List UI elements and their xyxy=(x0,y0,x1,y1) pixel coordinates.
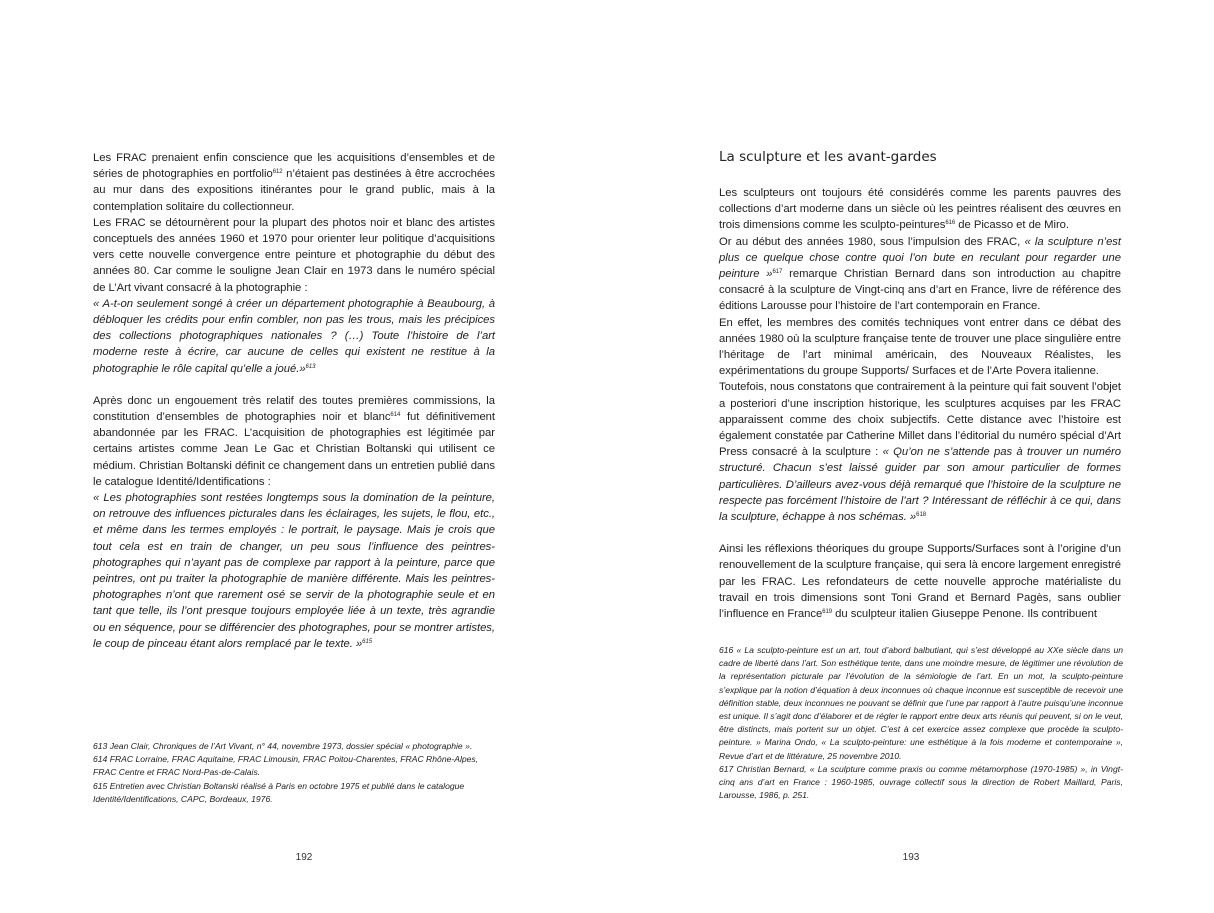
footnote: 613 Jean Clair, Chroniques de l’Art Vivant, n° 44, novembre 1973, dossier spécial « photographie ». xyxy=(93,741,473,751)
right-page-body xyxy=(719,185,1121,622)
right-page xyxy=(607,0,1214,913)
paragraph: Toutefois, nous constatons que contrairement à la peinture qui fait souvent l’objet a posteriori d’une inscription historique, les sculptures acquises par les FRAC apparaissent comme des choix subjectifs. Cette distance avec l’histoire est également constatée par Catherine Millet dans l’éditorial du numéro spécial d’Art Press consacré à la sculpture : « Qu’on ne s’attende pas à trouver un numéro structuré. Chacun s’est laissé guider par son amour particulier de formes particulières. D’ailleurs avez-vous déjà remarqué que l’histoire de la sculpture ne respecte pas forcément l’histoire de l’art ? Intéressant de réfléchir à ce qui, dans la sculpture, échappe à nos schémas. »$^{618}$ xyxy=(719,381,1121,524)
left-page-footnotes xyxy=(93,740,497,806)
paragraph: Les FRAC prenaient enfin conscience que les acquisitions d’ensembles et de séries de photographies en portfolio$^{612}$ n’étaient pas destinées à être accrochées au mur dans des expositions itinérantes pour le grand public, mais à la contemplation solitaire du collectionneur. xyxy=(93,152,495,213)
quotation: « A-t-on seulement songé à créer un département photographie à Beaubourg, à débloquer les crédits pour enfin combler, non pas les trous, mais les précipices des collections photographiques nationales ? (…) Toute l’histoire de l’art moderne reste à écrire, car aucune de celles qui existent ne restitue à la photographie le rôle capital qu’elle a joué.»$^{613}$ xyxy=(93,297,495,375)
footnote-ref[interactable]: 617 xyxy=(772,269,783,276)
paragraph: Après donc un engouement très relatif des toutes premières commissions, la constitution d’ensembles de photographies noir et blanc$^{614}$ fut définitivement abandonnée par les FRAC. L’acquisition de photographies est légitimée par certains artistes comme Jean Le Gac et Christian Boltanski qui utilisent ce médium. Christian Boltanski définit ce changement dans un entretien publié dans le catalogue Identité/Identifications : xyxy=(93,394,495,488)
footnote: 615 Entretien avec Christian Boltanski réalisé à Paris en octobre 1975 et publié dans le catalogue Identité/Identifications, CAPC, Bordeaux, 1976. xyxy=(93,780,465,804)
paragraph: Ainsi les réflexions théoriques du groupe Supports/Surfaces sont à l’origine d’un renouvellement de la sculpture française, qui sera là encore largement enregistré par les FRAC. Les refondateurs de cette nouvelle approche matérialiste du travail en trois dimensions sont Toni Grand et Bernard Pagès, sans oublier l’influence en France$^{619}$ du sculpteur italien Giuseppe Penone. Ils contribuent xyxy=(719,543,1121,621)
footnote-ref[interactable]: 616 xyxy=(945,220,956,227)
footnote-ref[interactable]: 619 xyxy=(822,609,833,616)
footnote-ref[interactable]: 615 xyxy=(362,638,373,645)
footnote: 616 « La sculpto-peinture est un art, tout d’abord balbutiant, qui s’est développé au XXe siècle dans un cadre de liberté dans l’art. Son esthétique tente, dans une moindre mesure, de légitimer une révolution de la représentation picturale par l’évolution de la sémiologie de l’art. En un mot, la sculpto-peinture s’explique par la notion d’équation à deux inconnues où chaque inconnue est susceptible de recevoir une définition stable, deux inconnues ne pouvant se définir que l’une par rapport à l’autre puisqu’une inconnue est unique. Il s’agit donc d’élaborer et de régler le rapport entre deux arts réunis qui peuvent, si on le veut, être distincts, mais portent sur un objet. C’est à cet exercice assez complexe que procède la sculpto-peinture. » Marina Ondo, « La sculpto-peinture: une esthétique à la fois moderne et contemporaine », Revue d’art et de littérature, 25 novembre 2010. xyxy=(719,645,1123,761)
left-page-body xyxy=(93,150,495,652)
page-number: 192 xyxy=(295,852,313,863)
section-heading: La sculpture et les avant-gardes xyxy=(719,149,937,165)
page-number: 193 xyxy=(902,852,920,863)
paragraph: Or au début des années 1980, sous l’impulsion des FRAC, « la sculpture n’est plus ce quelque chose contre quoi l’on bute en reculant pour regarder une peinture »$^{617}$ remarque Christian Bernard dans son introduction au chapitre consacré à la sculpture de Vingt-cinq ans d’art en France, livre de référence des éditions Larousse pour l’histoire de l’art contemporain en France. xyxy=(719,235,1121,313)
footnote-ref[interactable]: 612 xyxy=(272,169,283,176)
paragraph: Les FRAC se détournèrent pour la plupart des photos noir et blanc des artistes conceptuels des années 1960 et 1970 pour orienter leur politique d’acquisitions vers cette nouvelle convergence entre peinture et photographie du début des années 80. Car comme le souligne Jean Clair en 1973 dans le numéro spécial de L’Art vivant consacré à la photographie : xyxy=(93,216,495,294)
footnote-ref[interactable]: 614 xyxy=(390,412,401,419)
footnote-ref[interactable]: 613 xyxy=(305,363,316,370)
paragraph: En effet, les membres des comités techniques vont entrer dans ce débat des années 1980 où la sculpture française tente de trouver une place singulière entre l’héritage de l’art minimal américain, des Nouveaux Réalistes, les expérimentations du groupe Supports/ Surfaces et de l’Arte Povera italienne. xyxy=(719,316,1121,378)
footnote: 614 FRAC Lorraine, FRAC Aquitaine, FRAC Limousin, FRAC Poitou-Charentes, FRAC Rhône-Alpes, FRAC Centre et FRAC Nord-Pas-de-Calais. xyxy=(93,754,479,778)
footnote-ref[interactable]: 618 xyxy=(916,512,927,519)
quotation: « Les photographies sont restées longtemps sous la domination de la peinture, on retrouve des influences picturales dans les éclairages, les sujets, le flou, etc., et même dans les termes employés : le portrait, le paysage. Mais je crois que tout cela est en train de changer, un peu sous l’influence des peintres-photographes qui n’ayant pas de complexe par rapport à la peinture, parce que peintres, ont pu traiter la photographie de manière différente. Mais les peintres-photographes n’ont que rarement osé se servir de la photographie seule et en tant que telle, ils l’ont presque toujours employée liée à un texte, très agrandie ou en séquence, pour se différencier des photographes, pour se montrer artistes, le coup de pinceau étant alors remplacé par le texte. »$^{615}$ xyxy=(93,492,495,650)
footnote: 617 Christian Bernard, « La sculpture comme praxis ou comme métamorphose (1970-1985) », in Vingt-cinq ans d’art en France : 1960-1985, ouvrage collectif sous la direction de Robert Maillard, Paris, Larousse, 1986, p. 251. xyxy=(719,763,1123,801)
right-page-footnotes xyxy=(719,644,1123,802)
paragraph: Les sculpteurs ont toujours été considérés comme les parents pauvres des collections d’art moderne dans un siècle où les peintres réalisent des œuvres en trois dimensions comme les sculpto-peintures$^{616}$ de Picasso et de Miro. xyxy=(719,187,1121,232)
